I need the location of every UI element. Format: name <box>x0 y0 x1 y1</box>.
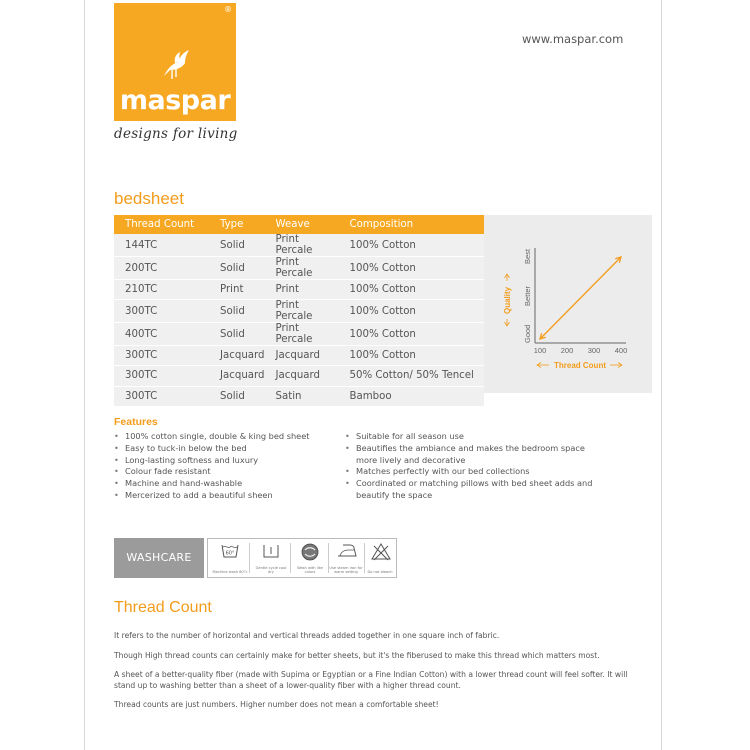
bedsheet-spec-table <box>114 215 484 407</box>
washcare-caption: Gentle cycle cool dry <box>255 566 287 574</box>
washcare-caption: Wash with like colors <box>297 566 323 574</box>
divider <box>290 543 291 573</box>
table-row <box>114 257 484 280</box>
table-cell: 100% Cotton <box>339 234 485 257</box>
thread-count-paragraph: Thread counts are just numbers. Higher number does not mean a comfortable sheet! <box>114 700 439 709</box>
list-item: • Long-lasting softness and luxury <box>114 455 344 467</box>
washcare-caption: Machine wash 60°c <box>212 570 248 574</box>
table-row <box>114 300 484 323</box>
table-cell: 210TC <box>114 280 209 300</box>
x-tick-label: 100 <box>533 346 547 355</box>
registered-mark: ® <box>224 5 232 14</box>
washcare-item <box>292 539 328 577</box>
table-cell: 50% Cotton/ 50% Tencel <box>339 366 485 386</box>
list-item: • Easy to tuck-in below the bed <box>114 443 344 455</box>
brand-logo <box>114 3 236 121</box>
features-title: Features <box>114 416 158 428</box>
machine-wash-icon <box>221 543 239 559</box>
table-cell: 100% Cotton <box>339 257 485 280</box>
iron-icon <box>337 543 357 559</box>
table-header-row <box>114 215 484 234</box>
washcare-icons-box <box>207 538 397 578</box>
list-item: • Colour fade resistant <box>114 466 344 478</box>
wash-temp-text: 60° <box>225 550 235 557</box>
table-cell: 144TC <box>114 234 209 257</box>
washcare-label: WASHCARE <box>114 538 204 578</box>
y-tick-label: Good <box>523 324 532 343</box>
x-axis-label: Thread Count <box>554 361 606 370</box>
quality-trend-line <box>540 257 621 339</box>
table-cell: Solid <box>209 257 265 280</box>
features-list-left <box>114 431 344 502</box>
list-item: • Matches perfectly with our bed collections <box>345 466 605 478</box>
table-row <box>114 280 484 300</box>
wash-with-like-colors-icon <box>301 543 319 561</box>
table-cell: Jacquard <box>265 346 339 366</box>
column-header: Thread Count <box>114 215 209 234</box>
washcare-item <box>362 539 398 577</box>
table-cell: Solid <box>209 323 265 346</box>
table-cell: Jacquard <box>209 366 265 386</box>
table-cell: 100% Cotton <box>339 300 485 323</box>
bedsheet-title: bedsheet <box>114 189 184 208</box>
list-item: • Machine and hand-washable <box>114 478 344 490</box>
table-row <box>114 386 484 406</box>
website-link[interactable]: www.maspar.com <box>522 32 624 46</box>
column-header: Type <box>209 215 265 234</box>
thread-count-paragraph: Though High thread counts can certainly make for better sheets, but it's the fiberused to make this thread which matters most. <box>114 651 600 660</box>
tumble-dry-icon <box>262 543 280 559</box>
washcare-item <box>212 539 248 577</box>
features-list-right <box>345 431 605 502</box>
brand-name: maspar <box>119 85 231 116</box>
list-item: • 100% cotton single, double & king bed sheet <box>114 431 344 443</box>
x-tick-label: 200 <box>560 346 574 355</box>
column-header: Weave <box>265 215 339 234</box>
table-cell: Solid <box>209 234 265 257</box>
table-cell: 300TC <box>114 346 209 366</box>
y-axis-label: Quality <box>503 286 512 314</box>
x-tick-label: 300 <box>587 346 601 355</box>
quality-chart-svg <box>484 215 652 393</box>
table-cell: 300TC <box>114 386 209 406</box>
y-tick-label: Best <box>523 248 532 264</box>
table-cell: Jacquard <box>209 346 265 366</box>
bird-icon <box>158 46 192 82</box>
table-cell: Satin <box>265 386 339 406</box>
list-item: • Suitable for all season use <box>345 431 605 443</box>
washcare-caption: Do not bleach <box>367 570 393 574</box>
x-tick-label: 400 <box>614 346 628 355</box>
table-cell: Print <box>209 280 265 300</box>
table-cell: Print <box>265 280 339 300</box>
brand-tagline: designs for living <box>114 126 238 142</box>
thread-count-title: Thread Count <box>114 599 212 616</box>
table-cell: 400TC <box>114 323 209 346</box>
table-cell: Print Percale <box>265 323 339 346</box>
table-cell: 100% Cotton <box>339 280 485 300</box>
table-cell: Solid <box>209 300 265 323</box>
table-cell: Bamboo <box>339 386 485 406</box>
table-cell: 300TC <box>114 366 209 386</box>
table-row <box>114 234 484 257</box>
column-header: Composition <box>339 215 485 234</box>
table-cell: Print Percale <box>265 257 339 280</box>
table-row <box>114 346 484 366</box>
list-item: • Coordinated or matching pillows with bed sheet adds and beautify the space <box>345 478 605 502</box>
table-cell: 100% Cotton <box>339 346 485 366</box>
table-cell: 200TC <box>114 257 209 280</box>
table-cell: Print Percale <box>265 234 339 257</box>
thread-count-paragraph: A sheet of a better-quality fiber (made with Supima or Egyptian or a Fine Indian Cotton) with a lower thread count will feel softer. It will stand up to washing better than a sheet of a lower-quality fiber with a higher thread count. <box>114 670 628 690</box>
list-item: • Mercerized to add a beautiful sheen <box>114 490 344 502</box>
washcare-item <box>253 539 289 577</box>
washcare-caption: Use steam iron for warm setting <box>329 566 363 574</box>
table-cell: Jacquard <box>265 366 339 386</box>
thread-count-paragraph: It refers to the number of horizontal and vertical threads added together in one square inch of fabric. <box>114 631 500 640</box>
table-cell: Print Percale <box>265 300 339 323</box>
washcare-item <box>328 539 364 577</box>
table-row <box>114 366 484 386</box>
table-row <box>114 323 484 346</box>
table-cell: Solid <box>209 386 265 406</box>
table-cell: 300TC <box>114 300 209 323</box>
do-not-bleach-icon <box>371 543 391 561</box>
divider <box>249 543 250 573</box>
list-item: • Beautifies the ambiance and makes the bedroom space more lively and decorative <box>345 443 605 467</box>
quality-chart <box>484 215 652 393</box>
table-cell: 100% Cotton <box>339 323 485 346</box>
y-tick-label: Better <box>523 285 532 306</box>
